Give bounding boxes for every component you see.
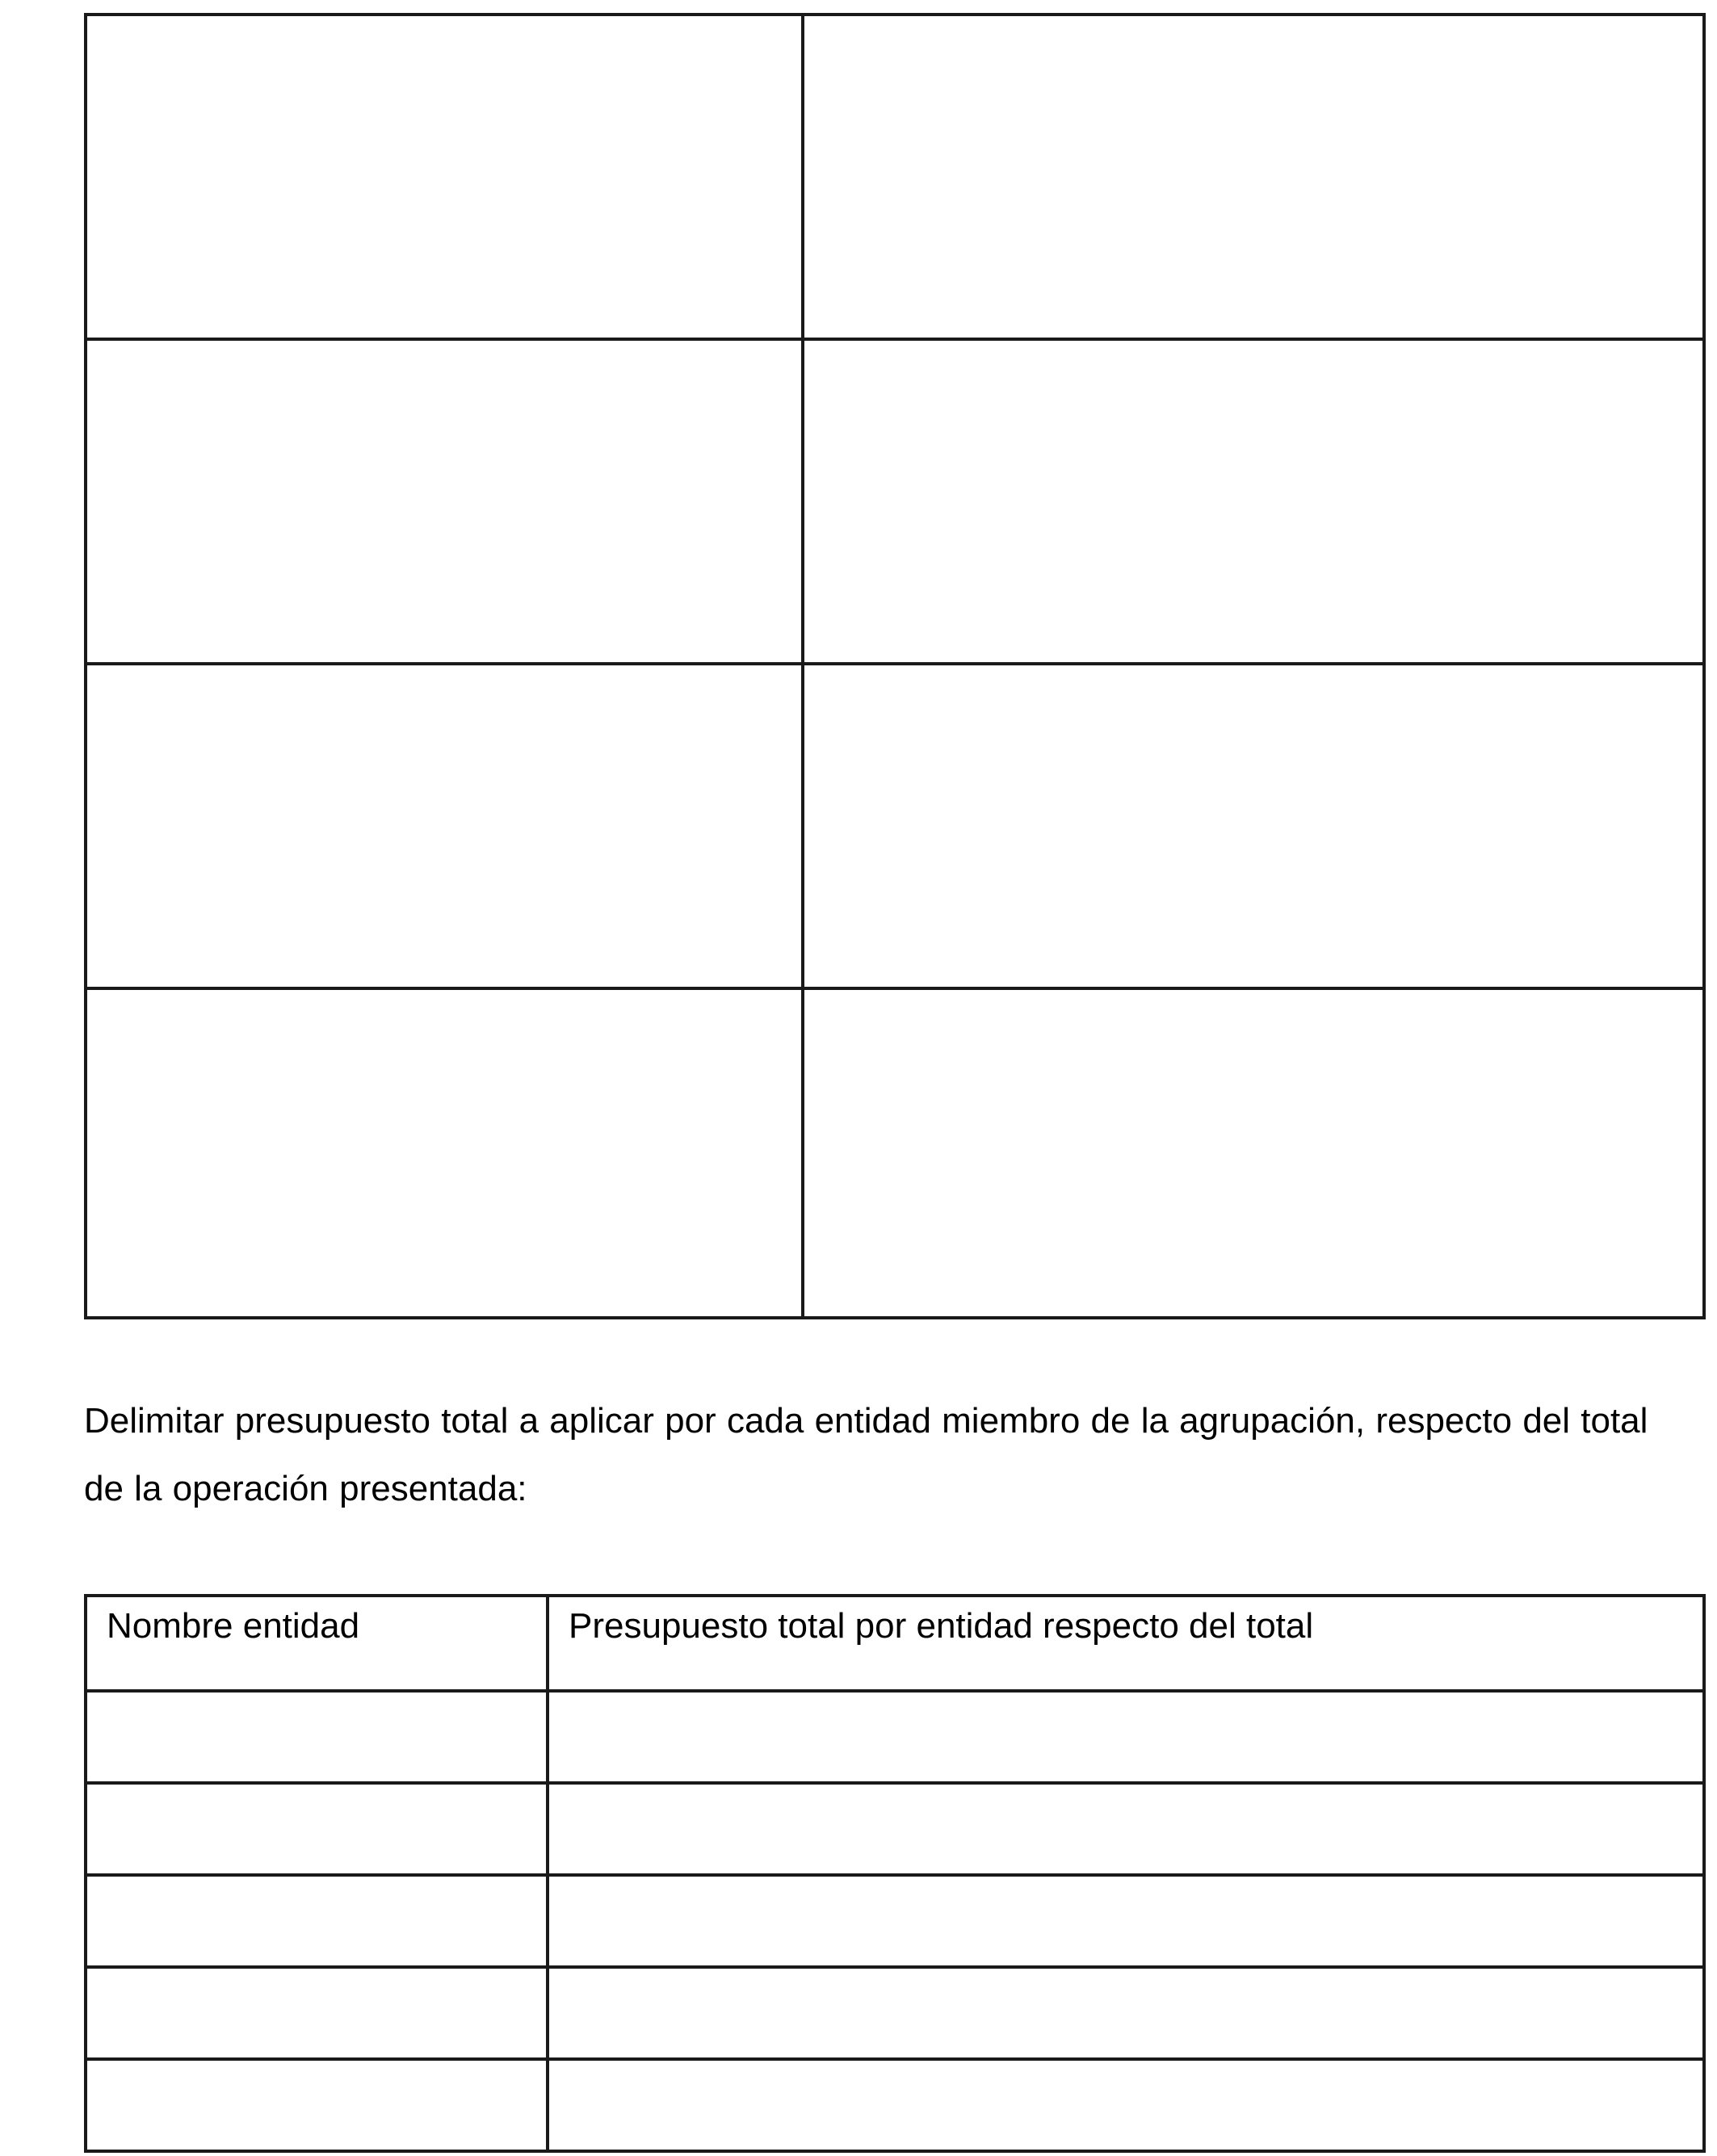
table-row bbox=[86, 15, 1704, 339]
table-row bbox=[86, 2059, 1704, 2151]
table-row bbox=[86, 1783, 1704, 1875]
table-header-row bbox=[86, 1596, 1704, 1691]
table-row bbox=[86, 1967, 1704, 2059]
instruction-paragraph: Delimitar presupuesto total a aplicar por cada entidad miembro de la agrupación, respecto del total de la operación presentada: bbox=[84, 1401, 1648, 1508]
table-cell[interactable] bbox=[803, 339, 1704, 664]
table-cell[interactable] bbox=[86, 664, 803, 988]
budget-by-entity-table bbox=[84, 1594, 1706, 2153]
entity-budget-cell[interactable] bbox=[548, 1967, 1704, 2059]
table-cell[interactable] bbox=[803, 15, 1704, 339]
table-cell[interactable] bbox=[86, 15, 803, 339]
entity-budget-cell[interactable] bbox=[548, 1691, 1704, 1783]
entity-budget-cell[interactable] bbox=[548, 1783, 1704, 1875]
entity-budget-cell[interactable] bbox=[548, 2059, 1704, 2151]
table-row bbox=[86, 1875, 1704, 1967]
blank-grid-table bbox=[84, 13, 1706, 1319]
table-cell[interactable] bbox=[86, 988, 803, 1318]
entity-name-cell[interactable] bbox=[86, 1783, 548, 1875]
table-row bbox=[86, 664, 1704, 988]
table-row bbox=[86, 988, 1704, 1318]
table-row bbox=[86, 1691, 1704, 1783]
table-cell[interactable] bbox=[803, 664, 1704, 988]
table-cell[interactable] bbox=[86, 339, 803, 664]
column-header-total-budget: Presupuesto total por entidad respecto del total bbox=[548, 1596, 1704, 1691]
entity-name-cell[interactable] bbox=[86, 1875, 548, 1967]
entity-name-cell[interactable] bbox=[86, 1967, 548, 2059]
column-header-entity-name: Nombre entidad bbox=[86, 1596, 548, 1691]
table-row bbox=[86, 339, 1704, 664]
entity-name-cell[interactable] bbox=[86, 2059, 548, 2151]
entity-name-cell[interactable] bbox=[86, 1691, 548, 1783]
entity-budget-cell[interactable] bbox=[548, 1875, 1704, 1967]
table-cell[interactable] bbox=[803, 988, 1704, 1318]
